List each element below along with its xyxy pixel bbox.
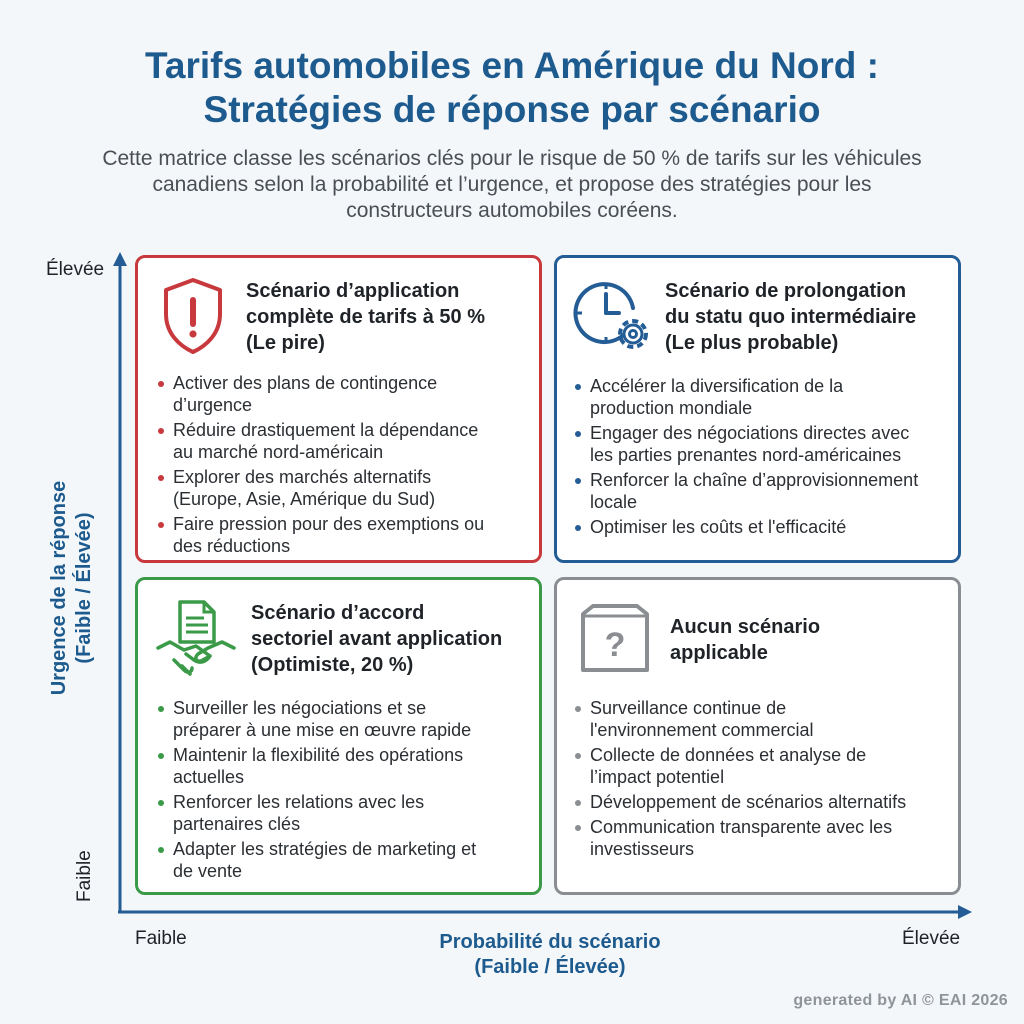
quadrant-title-line: (Le pire) — [246, 332, 325, 354]
list-item-text: Accélérer la diversification de la — [590, 376, 844, 396]
list-item — [575, 375, 950, 419]
bullet-icon — [575, 478, 581, 484]
list-item — [575, 469, 950, 513]
quadrant-worst-case — [135, 255, 542, 563]
x-axis-title-line-2: (Faible / Élevée) — [474, 956, 626, 978]
bullet-icon — [575, 384, 581, 390]
subtitle-line-2: canadiens selon la probabilité et l’urgence, et propose des stratégies pour les — [152, 173, 872, 196]
bullet-icon — [575, 431, 581, 437]
list-item-text: investisseurs — [590, 839, 695, 859]
strategy-list — [158, 697, 528, 885]
list-item-text: (Europe, Asie, Amérique du Sud) — [173, 489, 436, 509]
y-axis-title — [47, 418, 103, 758]
list-item — [158, 466, 528, 510]
y-axis-title-line-2: (Faible / Élevée) — [73, 512, 95, 664]
quadrant-title — [246, 278, 485, 356]
list-item — [575, 697, 950, 741]
quadrant-title-line: (Le plus probable) — [665, 332, 839, 354]
quadrant-optimistic — [135, 577, 542, 895]
strategy-list — [158, 372, 528, 560]
list-item-text: Renforcer les relations avec les — [173, 792, 425, 812]
x-axis-high-label: Élevée — [902, 928, 961, 949]
list-item-text: partenaires clés — [173, 814, 301, 834]
bullet-icon — [158, 522, 164, 528]
strategy-list — [575, 375, 950, 541]
bullet-icon — [158, 800, 164, 806]
quadrant-title — [665, 278, 916, 356]
bullet-icon — [158, 706, 164, 712]
quadrant-no-scenario — [554, 577, 961, 895]
quadrant-title — [251, 600, 502, 678]
quadrant-title-line: sectoriel avant application — [251, 628, 503, 650]
quadrant-most-likely — [554, 255, 961, 563]
bullet-icon — [158, 753, 164, 759]
list-item-text: au marché nord-américain — [173, 442, 384, 462]
list-item — [158, 744, 528, 788]
list-item — [158, 372, 528, 416]
list-item-text: les parties prenantes nord-américaines — [590, 445, 902, 465]
list-item-text: de vente — [173, 861, 243, 881]
quadrant-title-line: applicable — [670, 642, 768, 664]
list-item — [158, 838, 528, 882]
title-line-2: Stratégies de réponse par scénario — [203, 89, 821, 130]
list-item-text: Renforcer la chaîne d’approvisionnement — [590, 470, 919, 490]
bullet-icon — [575, 800, 581, 806]
subtitle-line-3: constructeurs automobiles coréens. — [346, 199, 678, 222]
bullet-icon — [158, 381, 164, 387]
quadrant-title-line: complète de tarifs à 50 % — [246, 306, 485, 328]
list-item-text: Explorer des marchés alternatifs — [173, 467, 432, 487]
list-item-text: Activer des plans de contingence — [173, 373, 438, 393]
bullet-icon — [575, 525, 581, 531]
list-item-text: locale — [590, 492, 638, 512]
list-item — [575, 422, 950, 466]
list-item-text: Adapter les stratégies de marketing et — [173, 839, 477, 859]
svg-text:?: ? — [604, 626, 626, 664]
list-item-text: l’impact potentiel — [590, 767, 725, 787]
x-axis-title — [380, 930, 720, 980]
question-box-icon — [579, 602, 651, 674]
y-axis-arrow — [113, 252, 127, 266]
list-item — [158, 419, 528, 463]
list-item — [158, 791, 528, 835]
quadrant-title-line: Scénario d’application — [246, 280, 460, 302]
list-item — [575, 816, 950, 860]
list-item-text: Maintenir la flexibilité des opérations — [173, 745, 464, 765]
list-item — [158, 697, 528, 741]
list-item — [575, 516, 950, 538]
y-axis-title-line-1: Urgence de la réponse — [48, 480, 70, 696]
title-line-1: Tarifs automobiles en Amérique du Nord : — [145, 45, 879, 86]
subtitle-line-1: Cette matrice classe les scénarios clés pour le risque de 50 % de tarifs sur les véhicules — [102, 147, 922, 170]
quadrant-title-line: Scénario d’accord — [251, 602, 425, 624]
list-item-text: Communication transparente avec les — [590, 817, 893, 837]
list-item-text: Surveillance continue de — [590, 698, 787, 718]
bullet-icon — [575, 825, 581, 831]
x-axis-title-line-1: Probabilité du scénario — [439, 931, 661, 953]
list-item — [575, 744, 950, 788]
strategy-list — [575, 697, 950, 863]
list-item — [158, 513, 528, 557]
quadrant-title-line: du statu quo intermédiaire — [665, 306, 917, 328]
y-axis-high-label: Élevée — [46, 259, 105, 280]
list-item-text: préparer à une mise en œuvre rapide — [173, 720, 472, 740]
clock-gear-icon — [573, 278, 655, 358]
list-item-text: Réduire drastiquement la dépendance — [173, 420, 479, 440]
y-axis-low-label: Faible — [74, 850, 95, 902]
quadrant-title-line: Scénario de prolongation — [665, 280, 907, 302]
quadrant-title-line: Aucun scénario — [670, 616, 821, 638]
list-item-text: d’urgence — [173, 395, 253, 415]
list-item-text: des réductions — [173, 536, 291, 556]
list-item — [575, 791, 950, 813]
quadrant-title-line: (Optimiste, 20 %) — [251, 654, 414, 676]
handshake-document-icon — [154, 598, 238, 678]
bullet-icon — [158, 847, 164, 853]
quadrant-title — [670, 614, 820, 666]
bullet-icon — [575, 706, 581, 712]
list-item-text: Surveiller les négociations et se — [173, 698, 427, 718]
list-item-text: l'environnement commercial — [590, 720, 814, 740]
list-item-text: actuelles — [173, 767, 245, 787]
list-item-text: Engager des négociations directes avec — [590, 423, 910, 443]
list-item-text: Optimiser les coûts et l'efficacité — [590, 517, 847, 537]
bullet-icon — [575, 753, 581, 759]
list-item-text: production mondiale — [590, 398, 753, 418]
shield-alert-icon — [160, 276, 226, 356]
bullet-icon — [158, 428, 164, 434]
x-axis-low-label: Faible — [135, 928, 187, 949]
bullet-icon — [158, 475, 164, 481]
x-axis-arrow — [958, 905, 972, 919]
watermark: generated by AI © EAI 2026 — [793, 992, 1008, 1009]
list-item-text: Collecte de données et analyse de — [590, 745, 867, 765]
list-item-text: Faire pression pour des exemptions ou — [173, 514, 485, 534]
list-item-text: Développement de scénarios alternatifs — [590, 792, 907, 812]
